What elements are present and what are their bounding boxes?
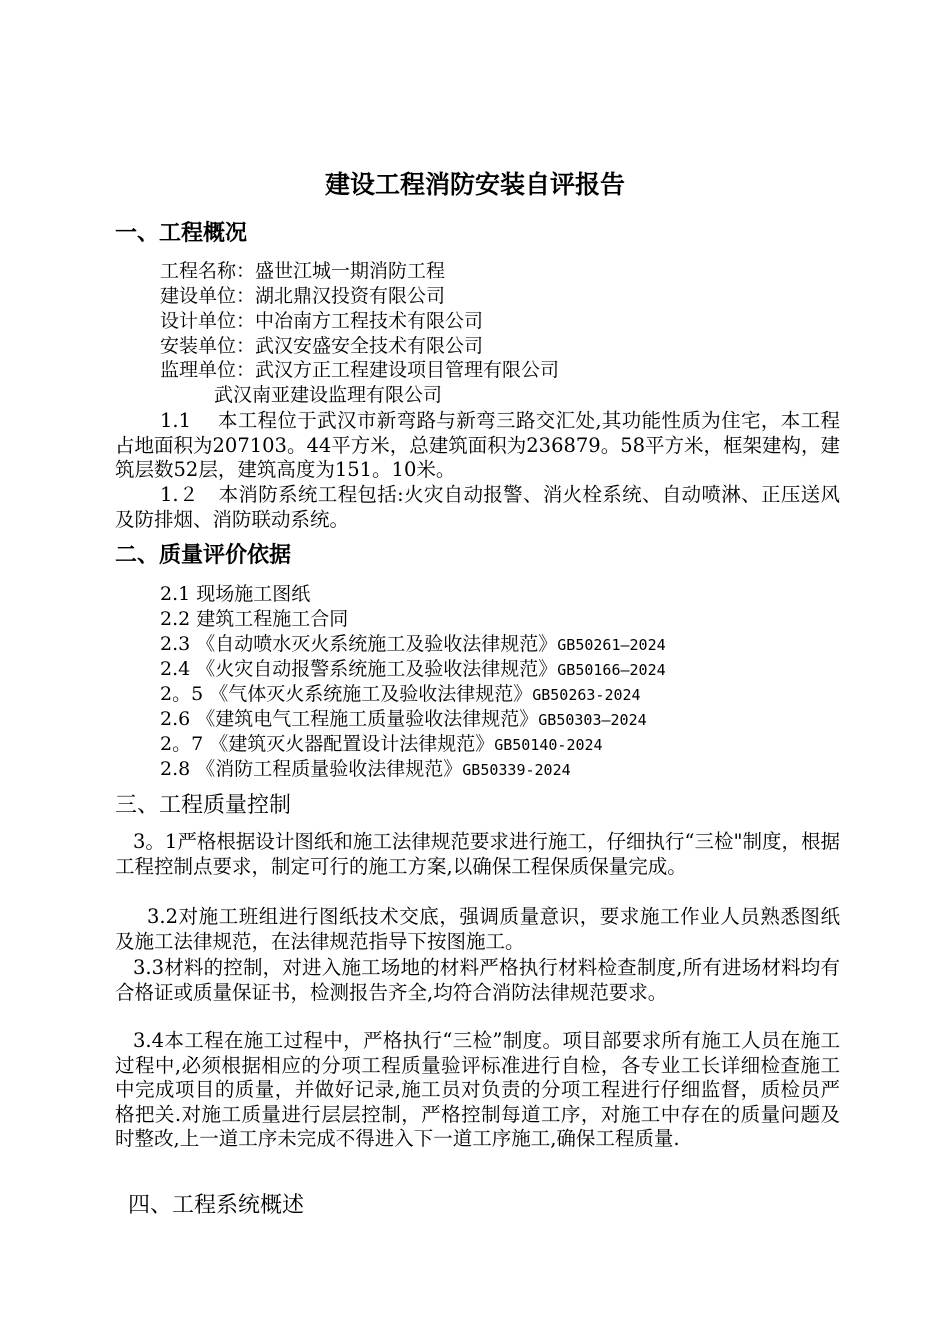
info-line-supervisor-2: 武汉南亚建设监理有限公司 <box>214 384 443 406</box>
basis-item-text: 2.6 《建筑电气工程施工质量验收法律规范》 <box>160 708 539 730</box>
basis-item-text: 2.3 《自动喷水灭火系统施工及验收法律规范》 <box>160 633 558 655</box>
info-line-project-name: 工程名称：盛世江城一期消防工程 <box>160 260 446 282</box>
info-line-installer: 安装单位：武汉安盛安全技术有限公司 <box>160 335 484 357</box>
paragraph-3-1: 3。1严格根据设计图纸和施工法律规范要求进行施工，仔细执行“三检"制度，根据工程控制点要求，制定可行的施工方案,以确保工程保质保量完成。 <box>115 830 840 878</box>
document-title: 建设工程消防安装自评报告 <box>324 170 625 199</box>
basis-item <box>160 581 310 608</box>
paragraph-1-2: 1.２ 本消防系统工程包括:火灾自动报警、消火栓系统、自动喷淋、正压送风及防排烟、消防联动系统。 <box>115 483 840 531</box>
basis-item <box>160 656 666 683</box>
paragraph-3-3: 3.3材料的控制，对进入施工场地的材料严格执行材料检查制度,所有进场材料均有合格证或质量保证书，检测报告齐全,均符合消防法律规范要求。 <box>115 956 840 1004</box>
basis-item <box>160 731 603 758</box>
paragraph-3-2: 3.2对施工班组进行图纸技术交底，强调质量意识，要求施工作业人员熟悉图纸及施工法律规范，在法律规范指导下按图施工。 <box>115 905 840 953</box>
basis-item <box>160 706 647 733</box>
section-heading-basis: 二、质量评价依据 <box>115 543 292 568</box>
section-heading-quality-control: 三、工程质量控制 <box>115 793 292 818</box>
paragraph-1-1: 1.1 本工程位于武汉市新弯路与新弯三路交汇处,其功能性质为住宅，本工程占地面积为207103。44平方米，总建筑面积为236879。58平方米，框架建构，建筑层数52层，建筑高度为151。10米。 <box>115 409 841 481</box>
section-heading-system-overview: 四、工程系统概述 <box>128 1193 305 1218</box>
paragraph-3-4: 3.4本工程在施工过程中，严格执行“三检”制度。项目部要求所有施工人员在施工过程中,必须根据相应的分项工程质量验评标准进行自检，各专业工长详细检查施工中完成项目的质量，并做好记录,施工员对负责的分项工程进行仔细监督，质检员严格把关.对施工质量进行层层控制，严格控制每道工序，对施工中存在的质量问题及时整改,上一道工序未完成不得进入下一道工序施工,确保工程质量. <box>115 1029 840 1150</box>
basis-item-code: GB50263-2024 <box>532 686 641 704</box>
basis-item-text: 2.1 现场施工图纸 <box>160 583 311 605</box>
basis-item-code: GB50303—2024 <box>538 711 647 729</box>
info-line-owner: 建设单位：湖北鼎汉投资有限公司 <box>160 285 446 307</box>
basis-item-text: 2.8 《消防工程质量验收法律规范》 <box>160 758 463 780</box>
basis-item-code: GB50166—2024 <box>557 661 666 679</box>
basis-item-text: 2。5 《气体灭火系统施工及验收法律规范》 <box>160 683 533 705</box>
basis-item-code: GB50339-2024 <box>462 761 571 779</box>
basis-item-code: GB50140-2024 <box>494 736 603 754</box>
basis-item <box>160 606 348 633</box>
basis-item-code: GB50261—2024 <box>557 636 666 654</box>
basis-item-text: 2.2 建筑工程施工合同 <box>160 608 349 630</box>
basis-item <box>160 681 641 708</box>
info-line-designer: 设计单位：中冶南方工程技术有限公司 <box>160 310 484 332</box>
basis-item-text: 2。7 《建筑灭火器配置设计法律规范》 <box>160 733 495 755</box>
info-line-supervisor: 监理单位：武汉方正工程建设项目管理有限公司 <box>160 359 560 381</box>
basis-item-text: 2.4 《火灾自动报警系统施工及验收法律规范》 <box>160 658 558 680</box>
section-heading-overview: 一、工程概况 <box>115 221 248 246</box>
basis-item <box>160 756 571 783</box>
basis-item <box>160 631 666 658</box>
